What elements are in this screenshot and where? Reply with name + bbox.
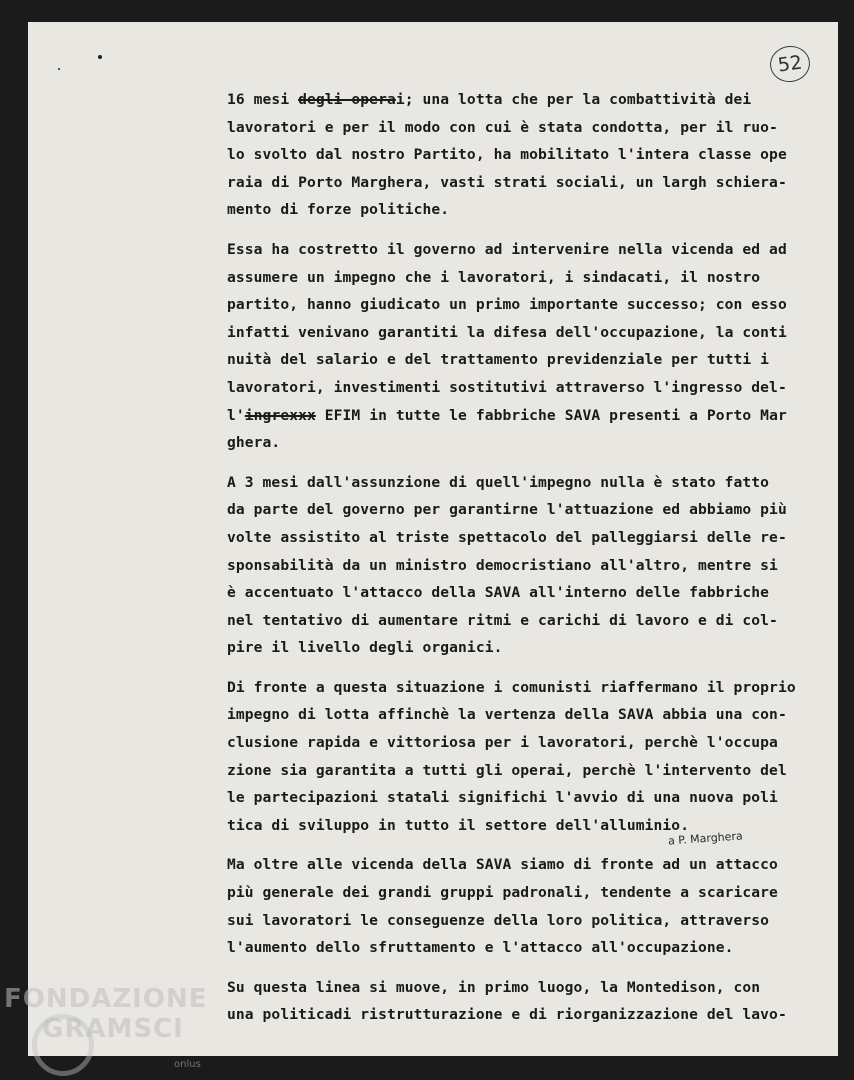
text-line [227, 469, 827, 497]
text-segment: tica di sviluppo in tutto il settore dell'alluminio. [227, 816, 690, 834]
paragraph [227, 86, 827, 224]
struck-text: ingrexxx [244, 406, 316, 424]
text-segment: più generale dei grandi gruppi padronali, tendente a scaricare [227, 884, 778, 902]
text-segment: 16 mesi [227, 91, 299, 108]
text-segment: infatti venivano garantiti la difesa dell'occupazione, la conti [227, 323, 787, 341]
text-line [227, 346, 827, 374]
text-segment: Ma oltre alle vicenda della SAVA siamo di fronte ad un attacco [227, 856, 778, 874]
text-line [227, 86, 827, 114]
text-segment: Di fronte a questa situazione i comunisti riaffermano il proprio [227, 678, 796, 696]
text-segment: nuità del salario e del trattamento previdenziale per tutti i [227, 351, 770, 369]
text-line [227, 114, 827, 142]
text-segment: partito, hanno giudicato un primo importante successo; con esso [227, 296, 787, 314]
text-segment: l'aumento dello sfruttamento e l'attacco all'occupazione. [227, 939, 734, 957]
text-line [227, 402, 827, 430]
text-line [227, 907, 827, 935]
text-line [227, 757, 827, 785]
text-line [227, 579, 827, 607]
paragraph [227, 236, 827, 457]
text-line [227, 974, 827, 1002]
text-line [227, 1001, 827, 1029]
text-segment: una politicadi ristrutturazione e di riorganizzazione del lavo- [227, 1006, 787, 1024]
text-segment: i; una lotta che per la combattività dei [395, 91, 752, 108]
text-line [227, 552, 827, 580]
text-segment: Essa ha costretto il governo ad intervenire nella vicenda ed ad [227, 240, 787, 258]
text-segment: lavoratori, investimenti sostitutivi attraverso l'ingresso del- [227, 378, 787, 396]
text-segment: zione sia garantita a tutti gli operai, perchè l'intervento del [227, 761, 787, 779]
text-segment: da parte del governo per garantirne l'attuazione ed abbiamo più [227, 501, 787, 519]
watermark-logo [4, 984, 208, 1070]
paragraph [227, 674, 827, 840]
text-line [227, 879, 827, 907]
text-line [227, 319, 827, 347]
text-segment: lavoratori e per il modo con cui è stata condotta, per il ruo- [227, 118, 778, 136]
text-line [227, 784, 827, 812]
typewritten-text [227, 86, 827, 1041]
text-line [227, 196, 827, 224]
paragraph [227, 469, 827, 662]
text-line [227, 701, 827, 729]
text-line [227, 141, 827, 169]
text-line [227, 496, 827, 524]
watermark-line2: GRAMSCI [42, 1014, 184, 1044]
watermark-line1: FONDAZIONE [4, 984, 208, 1014]
watermark-line3: onlus [174, 1059, 201, 1070]
text-segment: volte assistito al triste spettacolo del palleggiarsi delle re- [227, 528, 787, 546]
text-segment: clusione rapida e vittoriosa per i lavoratori, perchè l'occupa [227, 734, 778, 752]
text-line [227, 934, 827, 962]
text-line [227, 169, 827, 197]
text-segment: sponsabilità da un ministro democristiano all'altro, mentre si [227, 556, 778, 574]
paragraph [227, 851, 827, 961]
text-segment: ghera. [227, 434, 281, 452]
text-segment: l' [227, 406, 245, 424]
text-line [227, 674, 827, 702]
text-line [227, 851, 827, 879]
text-line [227, 291, 827, 319]
text-segment: EFIM in tutte le fabbriche SAVA presenti a Porto Mar [315, 406, 787, 424]
text-line [227, 524, 827, 552]
document-page [28, 22, 838, 1056]
handwritten-annotation: a P. Marghera [667, 829, 744, 848]
paragraph [227, 974, 827, 1029]
text-segment: è accentuato l'attacco della SAVA all'interno delle fabbriche [227, 584, 770, 602]
text-line [227, 729, 827, 757]
text-segment: assumere un impegno che i lavoratori, i sindacati, il nostro [227, 268, 761, 286]
ink-mark [58, 68, 60, 70]
text-line [227, 374, 827, 402]
text-line [227, 264, 827, 292]
ink-mark [98, 55, 102, 59]
struck-text: degli opera [298, 91, 396, 108]
text-line [227, 607, 827, 635]
text-line [227, 236, 827, 264]
page-number: 52 [768, 43, 813, 84]
text-segment: raia di Porto Marghera, vasti strati sociali, un largh schiera- [227, 173, 787, 191]
text-segment: impegno di lotta affinchè la vertenza della SAVA abbia una con- [227, 706, 787, 724]
text-segment: Su questa linea si muove, in primo luogo, la Montedison, con [227, 978, 761, 996]
text-segment: lo svolto dal nostro Partito, ha mobilitato l'intera classe ope [227, 146, 787, 164]
text-line [227, 634, 827, 662]
text-segment: le partecipazioni statali significhi l'avvio di una nuova poli [227, 789, 778, 807]
text-segment: mento di forze politiche. [227, 201, 450, 219]
text-segment: A 3 mesi dall'assunzione di quell'impegno nulla è stato fatto [227, 473, 770, 491]
text-line [227, 429, 827, 457]
text-segment: sui lavoratori le conseguenze della loro politica, attraverso [227, 911, 770, 929]
text-segment: pire il livello degli organici. [227, 639, 503, 657]
text-segment: nel tentativo di aumentare ritmi e carichi di lavoro e di col- [227, 611, 778, 629]
